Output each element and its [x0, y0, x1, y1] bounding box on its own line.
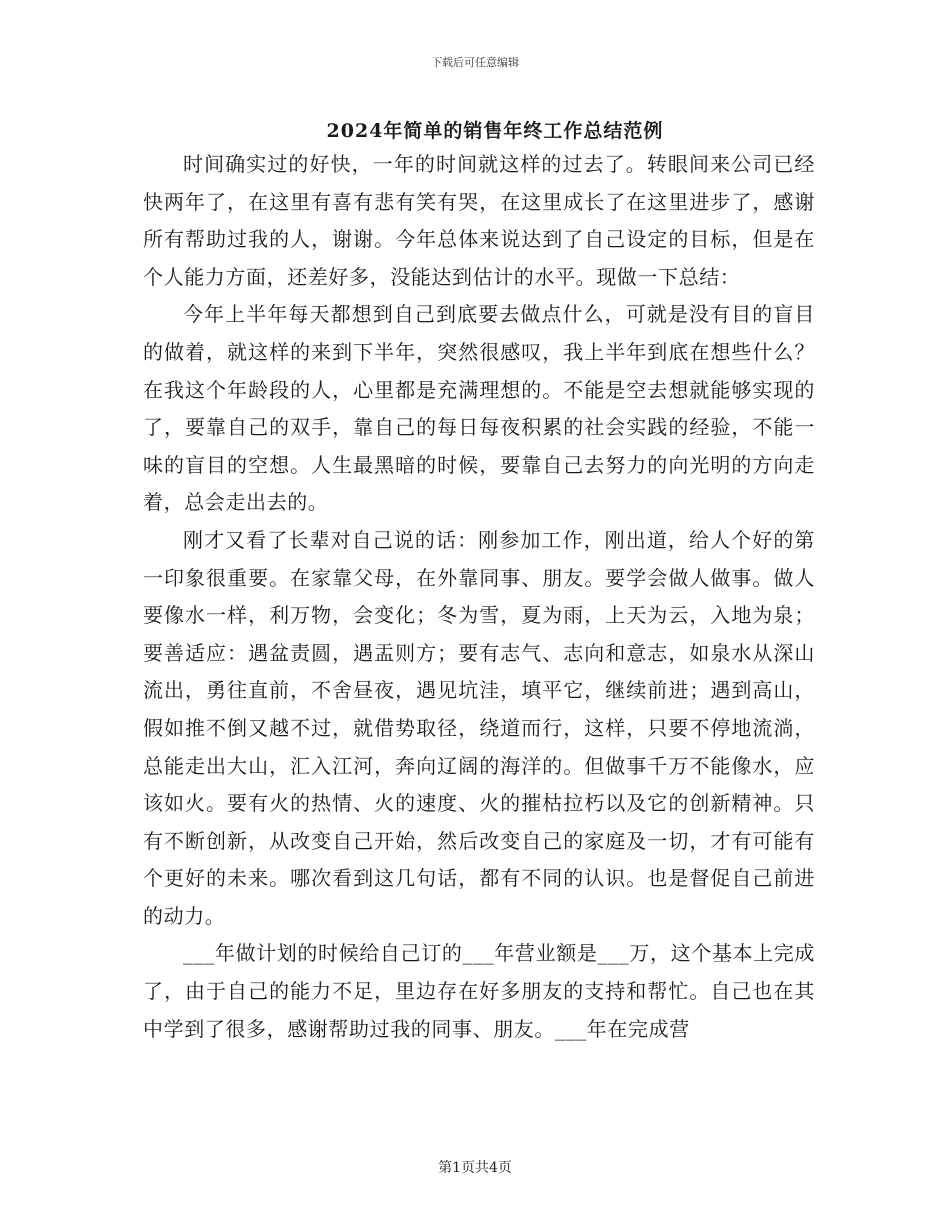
paragraph-first-half-year: 今年上半年每天都想到自己到底要去做点什么，可就是没有目的盲目的做着，就这样的来到下半年，突然很感叹，我上半年到底在想些什么？在我这个年龄段的人，心里都是充满理想的。不能是空去想就能够实现的了，要靠自己的双手，靠自己的每日每夜积累的社会实践的经验，不能一味的盲目的空想。人生最黑暗的时候，要靠自己去努力的向光明的方向走着，总会走出去的。	[143, 302, 815, 515]
page-number: 第1页共4页	[438, 1160, 512, 1176]
paragraph-elder-advice: 刚才又看了长辈对自己说的话：刚参加工作，刚出道，给人个好的第一印象很重要。在家靠父母，在外靠同事、朋友。要学会做人做事。做人要像水一样，利万物，会变化；冬为雪，夏为雨，上天为云，入地为泉；要善适应：遇盆责圆，遇盂则方；要有志气、志向和意志，如泉水从深山流出，勇往直前，不舍昼夜，遇见坑洼，填平它，继续前进；遇到高山，假如推不倒又越不过，就借势取径，绕道而行，这样，只要不停地流淌，总能走出大山，汇入江河，奔向辽阔的海洋的。但做事千万不能像水，应该如火。要有火的热情、火的速度、火的摧枯拉朽以及它的创新精神。只有不断创新，从改变自己开始，然后改变自己的家庭及一切，才有可能有个更好的未来。哪次看到这几句话，都有不同的认识。也是督促自己前进的动力。	[143, 527, 815, 928]
document-body	[143, 146, 815, 1048]
document-title: 2024年简单的销售年终工作总结范例	[326, 120, 664, 142]
paragraph-sales-plan: ___年做计划的时候给自己订的___年营业额是___万，这个基本上完成了，由于自己的能力不足，里边存在好多朋友的支持和帮忙。自己也在其中学到了很多，感谢帮助过我的同事、朋友。___年在完成营	[143, 941, 815, 1041]
paragraph-intro: 时间确实过的好快，一年的时间就这样的过去了。转眼间来公司已经快两年了，在这里有喜有悲有笑有哭，在这里成长了在这里进步了，感谢所有帮助过我的人，谢谢。今年总体来说达到了自己设定的目标，但是在个人能力方面，还差好多，没能达到估计的水平。现做一下总结：	[143, 152, 815, 289]
header-note: 下载后可任意编辑	[431, 56, 519, 69]
